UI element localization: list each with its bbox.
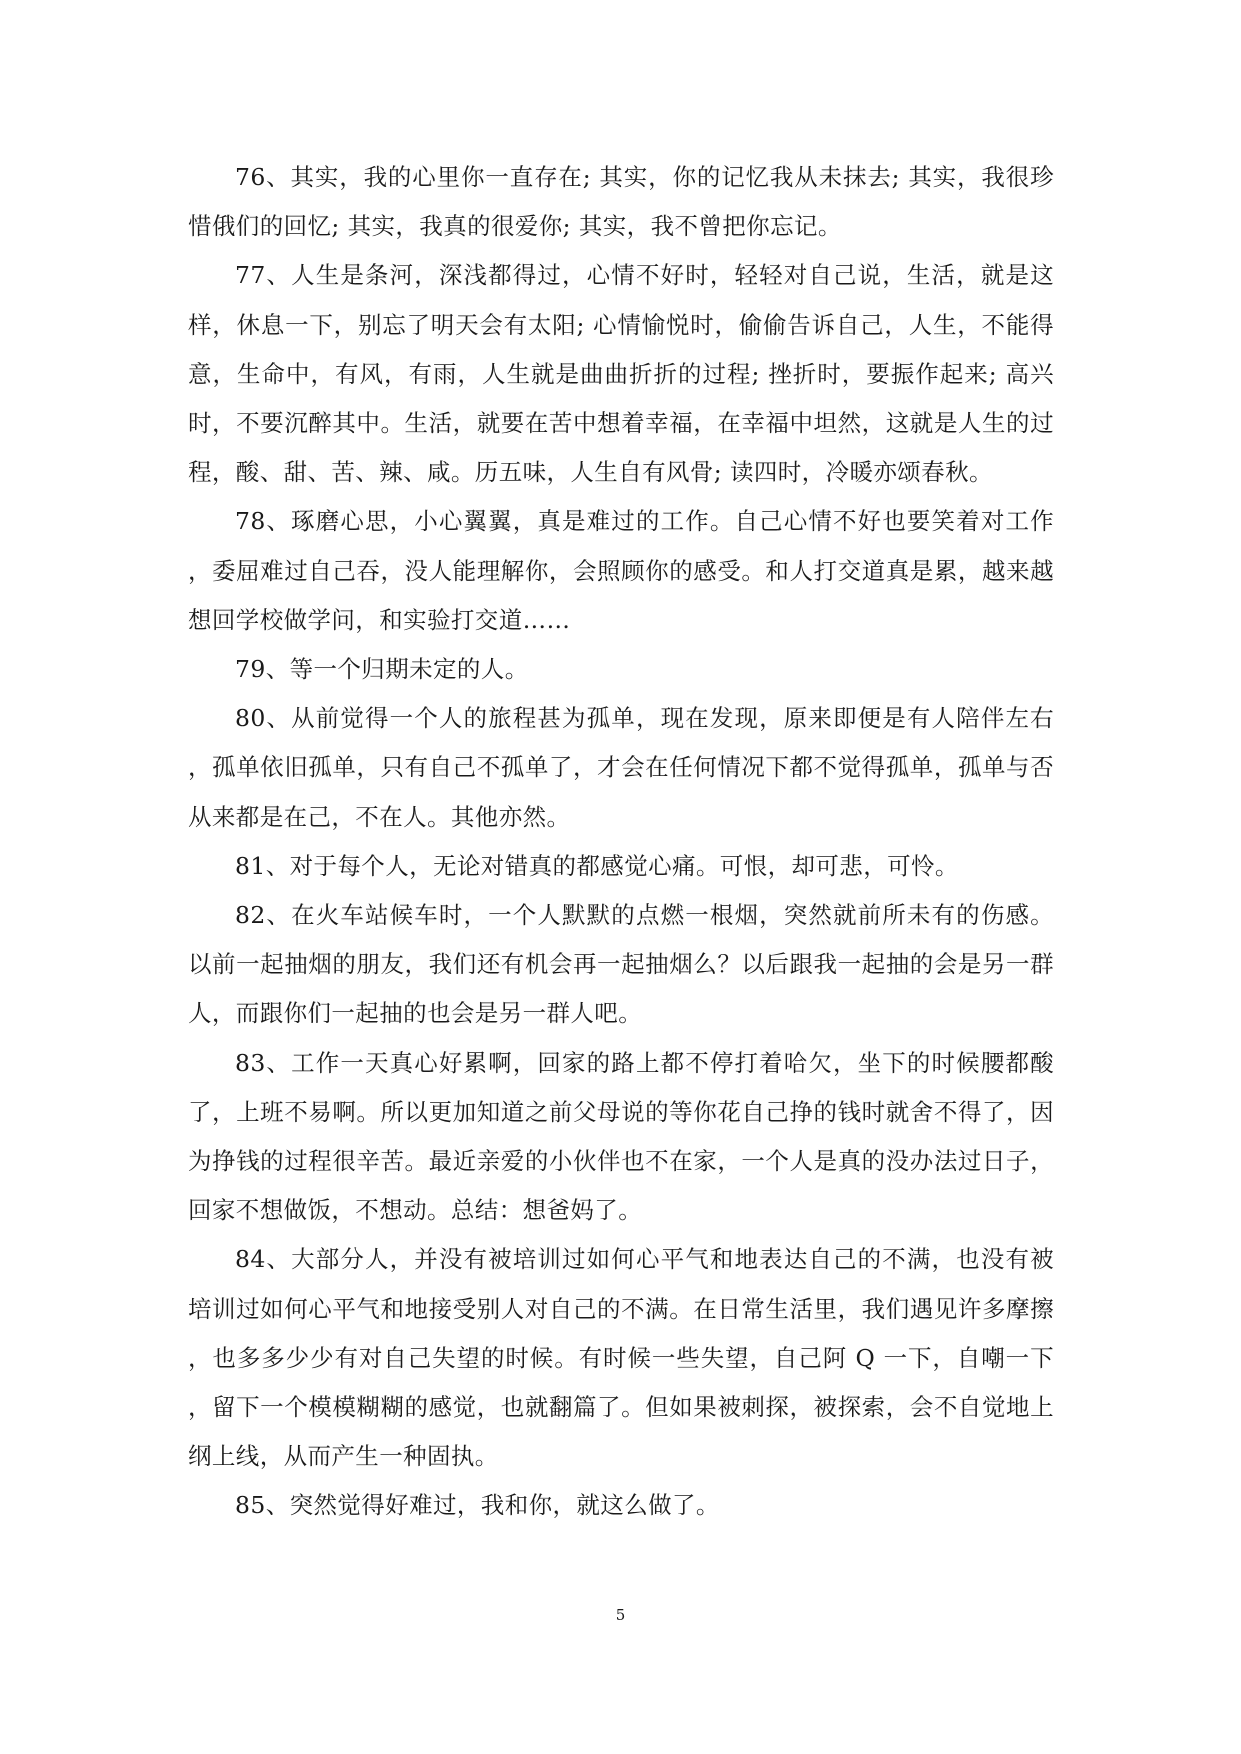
paragraph-80: 80、从前觉得一个人的旅程甚为孤单，现在发现，原来即便是有人陪伴左右，孤单依旧孤单，只有自己不孤单了，才会在任何情况下都不觉得孤单，孤单与否从来都是在己，不在人。其他亦然。 — [188, 704, 1054, 831]
paragraph-81: 81、对于每个人，无论对错真的都感觉心痛。可恨，却可悲，可怜。 — [235, 851, 959, 880]
paragraph-79: 79、等一个归期未定的人。 — [235, 655, 529, 684]
paragraph-76: 76、其实，我的心里你一直存在; 其实，你的记忆我从未抹去; 其实，我很珍惜俄们的回忆; 其实，我真的很爱你; 其实，我不曾把你忘记。 — [188, 163, 1054, 241]
paragraph-82: 82、在火车站候车时，一个人默默的点燃一根烟，突然就前所未有的伤感。以前一起抽烟的朋友，我们还有机会再一起抽烟么？以后跟我一起抽的会是另一群人，而跟你们一起抽的也会是另一群人吧。 — [188, 901, 1054, 1028]
page-number: 5 — [615, 1606, 626, 1624]
paragraph-84: 84、大部分人，并没有被培训过如何心平气和地表达自己的不满，也没有被培训过如何心平气和地接受别人对自己的不满。在日常生活里，我们遇见许多摩擦，也多多少少有对自己失望的时候。有时候一些失望，自己阿 Q 一下，自嘲一下，留下一个模模糊糊的感觉，也就翻篇了。但如果被刺探，被探索，会不自觉地上纲上线，从而产生一种固执。 — [188, 1245, 1054, 1471]
paragraph-77: 77、人生是条河，深浅都得过，心情不好时，轻轻对自己说，生活，就是这样，休息一下，别忘了明天会有太阳; 心情愉悦时，偷偷告诉自己，人生，不能得意，生命中，有风，有雨，人生就是曲曲折折的过程; 挫折时，要振作起来; 高兴时，不要沉醉其中。生活，就要在苦中想着幸福，在幸福中坦然，这就是人生的过程，酸、甜、苦、辣、咸。历五味，人生自有风骨; 读四时，冷暖亦颂春秋。 — [188, 261, 1054, 487]
paragraph-85: 85、突然觉得好难过，我和你，就这么做了。 — [235, 1491, 720, 1520]
paragraph-78: 78、琢磨心思，小心翼翼，真是难过的工作。自己心情不好也要笑着对工作，委屈难过自己吞，没人能理解你，会照顾你的感受。和人打交道真是累，越来越想回学校做学问，和实验打交道…… — [188, 507, 1054, 634]
body-text — [188, 153, 1054, 1531]
paragraph-83: 83、工作一天真心好累啊，回家的路上都不停打着哈欠，坐下的时候腰都酸了，上班不易啊。所以更加知道之前父母说的等你花自己挣的钱时就舍不得了，因为挣钱的过程很辛苦。最近亲爱的小伙伴也不在家，一个人是真的没办法过日子，回家不想做饭，不想动。总结：想爸妈了。 — [188, 1048, 1054, 1225]
